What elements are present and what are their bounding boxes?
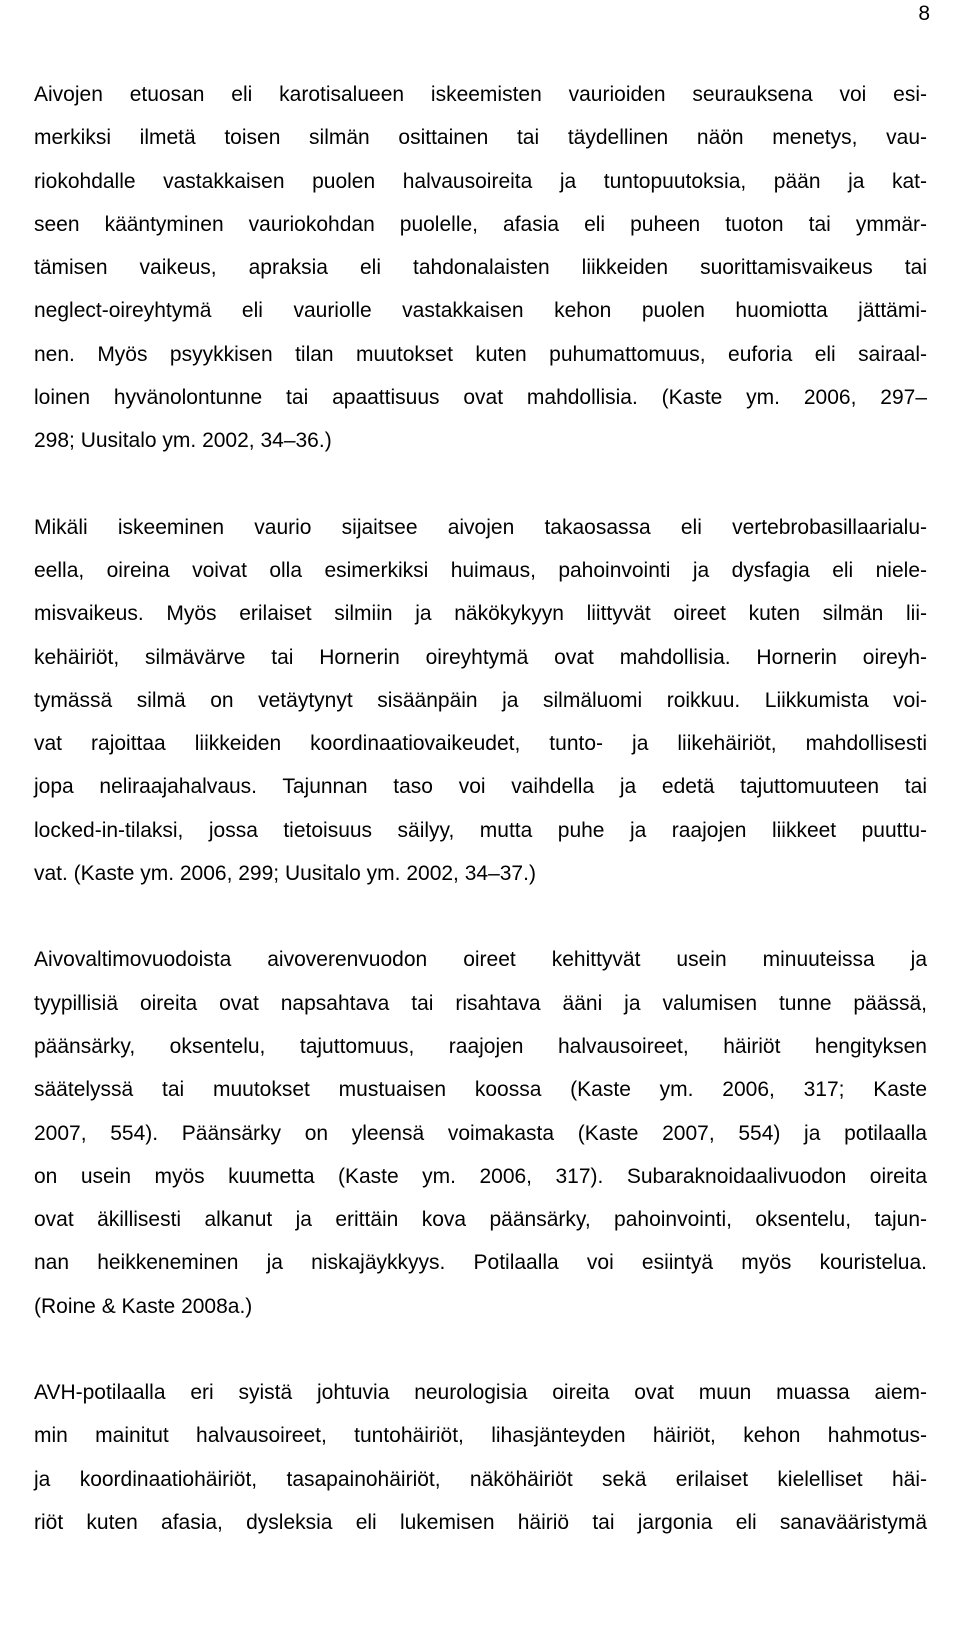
text-line: misvaikeus. Myös erilaiset silmiin ja näkökykyyn liittyvät oireet kuten silmän lii-	[34, 602, 927, 626]
document-body	[34, 73, 927, 1544]
text-line: tymässä silmä on vetäytynyt sisäänpäin ja silmäluomi roikkuu. Liikkumista voi-	[34, 688, 927, 712]
text-line: neglect-oireyhtymä eli vauriolle vastakkaisen kehon puolen huomiotta jättämi-	[34, 299, 927, 323]
text-line: tämisen vaikeus, apraksia eli tahdonalaisten liikkeiden suorittamisvaikeus tai	[34, 256, 927, 280]
text-line: AVH-potilaalla eri syistä johtuvia neurologisia oireita ovat muun muassa aiem-	[34, 1381, 927, 1405]
text-line: jopa neliraajahalvaus. Tajunnan taso voi vaihdella ja edetä tajuttomuuteen tai	[34, 775, 927, 799]
text-line: min mainitut halvausoireet, tuntohäiriöt, lihasjänteyden häiriöt, kehon hahmotus-	[34, 1424, 927, 1448]
text-line: vat rajoittaa liikkeiden koordinaatiovaikeudet, tunto- ja liikehäiriöt, mahdollisesti	[34, 732, 927, 756]
text-line: loinen hyvänolontunne tai apaattisuus ovat mahdollisia. (Kaste ym. 2006, 297–	[34, 386, 927, 410]
text-line: (Roine & Kaste 2008a.)	[34, 1294, 253, 1318]
paragraph-spacer	[34, 463, 927, 506]
text-line: päänsärky, oksentelu, tajuttomuus, raajojen halvausoireet, häiriöt hengityksen	[34, 1034, 927, 1058]
page-number: 8	[918, 2, 930, 25]
paragraph-neurological-symptoms	[34, 1371, 927, 1544]
paragraph-hemorrhage-symptoms	[34, 938, 927, 1328]
text-line: nan heikkeneminen ja niskajäykkyys. Potilaalla voi esiintyä myös kouristelua.	[34, 1251, 927, 1275]
paragraph-carotid-symptoms	[34, 73, 927, 463]
paragraph-spacer	[34, 1328, 927, 1371]
paragraph-spacer	[34, 895, 927, 938]
text-line: riokohdalle vastakkaisen puolen halvausoireita ja tuntopuutoksia, pään ja kat-	[34, 169, 927, 193]
text-line: 2007, 554). Päänsärky on yleensä voimakasta (Kaste 2007, 554) ja potilaalla	[34, 1121, 927, 1145]
text-line: seen kääntyminen vauriokohdan puolelle, afasia eli puheen tuoton tai ymmär-	[34, 212, 927, 236]
text-line: locked-in-tilaksi, jossa tietoisuus säilyy, mutta puhe ja raajojen liikkeet puuttu-	[34, 818, 927, 842]
text-line: merkiksi ilmetä toisen silmän osittainen tai täydellinen näön menetys, vau-	[34, 126, 927, 150]
text-line: Aivovaltimovuodoista aivoverenvuodon oireet kehittyvät usein minuuteissa ja	[34, 948, 927, 972]
paragraph-vertebrobasilar-symptoms	[34, 506, 927, 896]
text-line: tyypillisiä oireita ovat napsahtava tai risahtava ääni ja valumisen tunne päässä,	[34, 991, 927, 1015]
text-line: 298; Uusitalo ym. 2002, 34–36.)	[34, 429, 332, 453]
text-line: Aivojen etuosan eli karotisalueen iskeemisten vaurioiden seurauksena voi esi-	[34, 83, 927, 106]
text-line: eella, oireina voivat olla esimerkiksi huimaus, pahoinvointi ja dysfagia eli niele-	[34, 558, 927, 582]
text-line: vat. (Kaste ym. 2006, 299; Uusitalo ym. 2002, 34–37.)	[34, 862, 536, 886]
text-line: on usein myös kuumetta (Kaste ym. 2006, 317). Subaraknoidaalivuodon oireita	[34, 1164, 927, 1188]
text-line: Mikäli iskeeminen vaurio sijaitsee aivojen takaosassa eli vertebrobasillaarialu-	[34, 515, 927, 539]
text-line: kehäiriöt, silmävärve tai Hornerin oireyhtymä ovat mahdollisia. Hornerin oireyh-	[34, 645, 927, 669]
text-line: riöt kuten afasia, dysleksia eli lukemisen häiriö tai jargonia eli sanavääristymä	[34, 1510, 927, 1534]
text-line: ja koordinaatiohäiriöt, tasapainohäiriöt, näköhäiriöt sekä erilaiset kielelliset häi-	[34, 1467, 927, 1491]
text-line: ovat äkillisesti alkanut ja erittäin kova päänsärky, pahoinvointi, oksentelu, tajun-	[34, 1208, 927, 1232]
text-line: säätelyssä tai muutokset mustuaisen koossa (Kaste ym. 2006, 317; Kaste	[34, 1078, 927, 1102]
text-line: nen. Myös psyykkisen tilan muutokset kuten puhumattomuus, euforia eli sairaal-	[34, 342, 927, 366]
